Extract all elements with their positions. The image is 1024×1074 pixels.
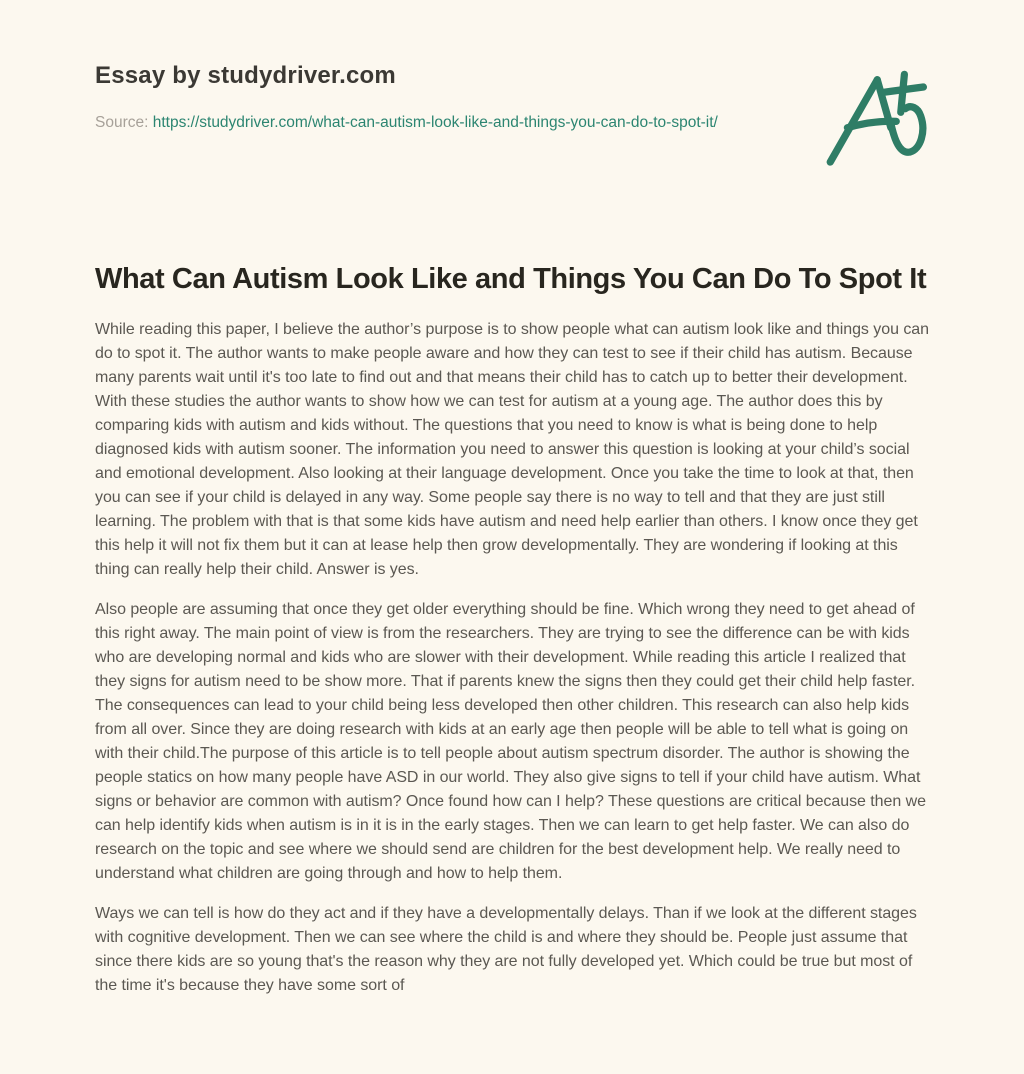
article-body (95, 318, 929, 998)
page-title: What Can Autism Look Like and Things You Can Do To Spot It (95, 263, 927, 295)
source-link[interactable]: https://studydriver.com/what-can-autism-look-like-and-things-you-can-do-to-spot-it/ (152, 114, 718, 131)
header-text-block (95, 62, 755, 138)
source-line (95, 108, 740, 138)
essay-paragraph-1: While reading this paper, I believe the author’s purpose is to show people what can autism look like and things you can do to spot it. The author wants to make people aware and how they can test to see if their child has autism. Because many parents wait until it's too late to find out and that means their child has to catch up to better their development. With these studies the author wants to show how we can test for autism at a young age. The author does this by comparing kids with autism and kids without. The questions that you need to know is what is being done to help diagnosed kids with autism sooner. The information you need to answer this question is looking at your child’s social and emotional development. Also looking at their language development. Once you take the time to look at that, then you can see if your child is delayed in any way. Some people say there is no way to tell and that they are just still learning. The problem with that is that some kids have autism and need help earlier than others. I know once they get this help it will not fix them but it can at lease help then grow developmentally. They are wondering if looking at this thing can really help their child. Answer is yes. (95, 321, 929, 578)
essay-paragraph-2: Also people are assuming that once they get older everything should be fine. Which wrong they need to get ahead of this right away. The main point of view is from the researchers. They are trying to see the difference can be with kids who are developing normal and kids who are slower with their development. While reading this article I realized that they signs for autism need to be show more. That if parents knew the signs then they could get their child help faster. The consequences can lead to your child being less developed then other children. This research can also help kids from all over. Since they are doing research with kids at an early age then people will be able to tell what is going on with their child.The purpose of this article is to tell people about autism spectrum disorder. The author is showing the people statics on how many people have ASD in our world. They also give signs to tell if your child have autism. What signs or behavior are common with autism? Once found how can I help? These questions are critical because then we can help identify kids when autism is in it is in the early stages. Then we can learn to get help faster. We can also do research on the topic and see where we should send are children for the best development help. We really need to understand what children are going through and how to help them. (95, 601, 926, 882)
essay-paragraph-3: Ways we can tell is how do they act and if they have a developmentally delays. Than if we look at the different stages with cognitive development. Then we can see where the child is and where they should be. People just assume that since there kids are so young that's the reason why they are not fully developed yet. Which could be true but most of the time it's because they have some sort of (95, 905, 917, 994)
studydriver-logo (823, 68, 927, 172)
essay-byline: Essay by studydriver.com (95, 62, 396, 89)
content-column (95, 0, 929, 998)
document-header (95, 62, 929, 172)
source-label: Source: (95, 114, 149, 131)
a-plus-logo-icon (823, 68, 927, 172)
